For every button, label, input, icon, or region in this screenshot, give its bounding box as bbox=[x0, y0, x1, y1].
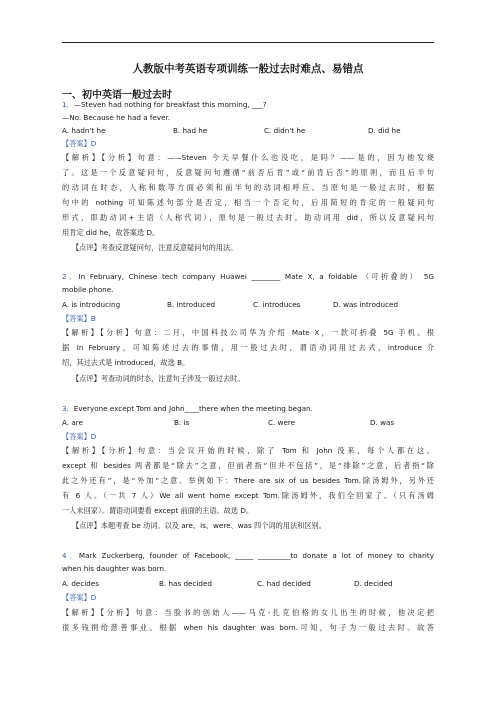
question-number: 2． bbox=[62, 272, 79, 281]
option-d: D. was bbox=[370, 418, 395, 427]
answer-label: 【答案】D bbox=[62, 139, 97, 148]
question-4-stem-cont: when his daughter was born. bbox=[62, 564, 167, 573]
analysis-line: 的动词在时态，人称和数等方面必须和前半句的动词相呼应。当原句是一般过去时，根据 bbox=[62, 183, 434, 192]
question-4-stem bbox=[62, 551, 434, 560]
analysis-line: 用肯定 did he，故答案选 D。 bbox=[62, 228, 160, 237]
question-stem-text: Mark Zuckerberg, founder of Facebook, _____ _________to donate a lot of money to charity bbox=[78, 551, 434, 560]
question-2-stem bbox=[62, 272, 434, 281]
question-stem-text: In February, Chinese tech company Huawei ________ Mate X, a foldable （可折叠的） 5G bbox=[78, 272, 435, 281]
analysis-line: except 和 besides 两者都是“除去”之意，但前者指“但并不包括”，是“排除”之意，后者指“除 bbox=[62, 461, 434, 470]
option-b: B. is bbox=[174, 418, 190, 427]
page-title: 人教版中考英语专项训练一般过去时难点、易错点 bbox=[132, 63, 364, 75]
question-stem-text: Everyone except Tom and John____there when the meeting began. bbox=[73, 404, 313, 413]
analysis-line: 有 6 人。（一共 7 人）We all went home except Tom.除汤姆外，我们全回家了。（只有汤姆 bbox=[62, 491, 434, 500]
option-c: C. introduces bbox=[253, 300, 301, 309]
analysis-line: 【解析】【分析】句意：当会议开始的时候，除了 Tom 和 John 没来，每个人都在这。 bbox=[62, 446, 434, 455]
question-1-reply: —No. Because he had a fever. bbox=[62, 113, 171, 122]
question-3-stem bbox=[62, 404, 313, 413]
analysis-line: 一人未回家）。谓语动词要看 except 前面的主语。故选 D。 bbox=[62, 506, 254, 515]
option-a: A. is introducing bbox=[62, 300, 121, 309]
question-number: 1． bbox=[62, 100, 74, 109]
comment-line: 【点评】考查动词的时态，注意句子涉及一般过去时。 bbox=[72, 374, 245, 383]
option-d: D. did he bbox=[368, 126, 401, 135]
option-c: C. were bbox=[268, 418, 296, 427]
answer-label: 【答案】D bbox=[62, 432, 97, 441]
option-d: D. was introduced bbox=[333, 300, 399, 309]
option-b: B. introduced bbox=[167, 300, 216, 309]
analysis-line: 据 In February，可知陈述过去的事情，用一般过去时，谓语动词用过去式，introduce 介 bbox=[62, 343, 434, 352]
question-number: 3． bbox=[62, 404, 74, 413]
option-a: A. hadn't he bbox=[62, 126, 106, 135]
question-2-stem-cont: mobile phone. bbox=[62, 285, 114, 294]
answer-label: 【答案】D bbox=[62, 593, 97, 602]
header-rule bbox=[62, 42, 434, 43]
answer-label: 【答案】B bbox=[62, 314, 96, 323]
option-b: B. has decided bbox=[159, 579, 212, 588]
analysis-line: 形式，即助动词+主语（人称代词），原句是一般过去时，助动词用 did，所以反意疑问句 bbox=[62, 213, 434, 222]
option-d: D. decided bbox=[354, 579, 393, 588]
comment-line: 【点评】本题考查 be 动词。以及 are、is、were、was 四个词的用法和区别。 bbox=[72, 521, 326, 530]
question-stem-text: —Steven had nothing for breakfast this morning, ___? bbox=[73, 100, 267, 109]
question-number: 4． bbox=[62, 551, 79, 560]
question-1-stem bbox=[62, 100, 267, 109]
analysis-line: 很多钱捐给慈善事业。根据 when his daughter was born.可知，句子为一般过去时。故答 bbox=[62, 623, 434, 632]
analysis-line: 【解析】【分析】句意：——Steven 今天早餐什么也没吃，是吗？——是的，因为他发烧 bbox=[62, 153, 434, 162]
analysis-line: 此之外还有”，是“外加”之意。举例如下：There are six of us besides Tom.除汤姆外，另外还 bbox=[62, 476, 434, 485]
analysis-line: 【解析】【分析】句意：当脸书的创始人——马克-扎克伯格的女儿出生的时候，他决定把 bbox=[62, 608, 434, 617]
option-a: A. are bbox=[62, 418, 83, 427]
option-c: C. didn't he bbox=[264, 126, 306, 135]
comment-line: 【点评】考查反意疑问句，注意反意疑问句的用法。 bbox=[72, 243, 238, 252]
option-b: B. had he bbox=[173, 126, 208, 135]
analysis-line: 【解析】【分析】句意：二月，中国科技公司华为介绍 Mate X，一款可折叠 5G 手机。根 bbox=[62, 328, 434, 337]
analysis-line: 绍，其过去式是 introduced，故选 B。 bbox=[62, 358, 190, 367]
analysis-line: 句中的 nothing 可知陈述句部分是否定，相当一个否定句，后用简短的肯定的一般疑问句 bbox=[62, 198, 434, 207]
section-heading: 一、初中英语一般过去时 bbox=[62, 90, 172, 101]
option-c: C. had decided bbox=[257, 579, 311, 588]
option-a: A. decides bbox=[62, 579, 100, 588]
analysis-line: 了。这是一个反意疑问句，反意疑问句遵循“前否后肯”或“前肯后否”的原则，而且后半句 bbox=[62, 168, 434, 177]
